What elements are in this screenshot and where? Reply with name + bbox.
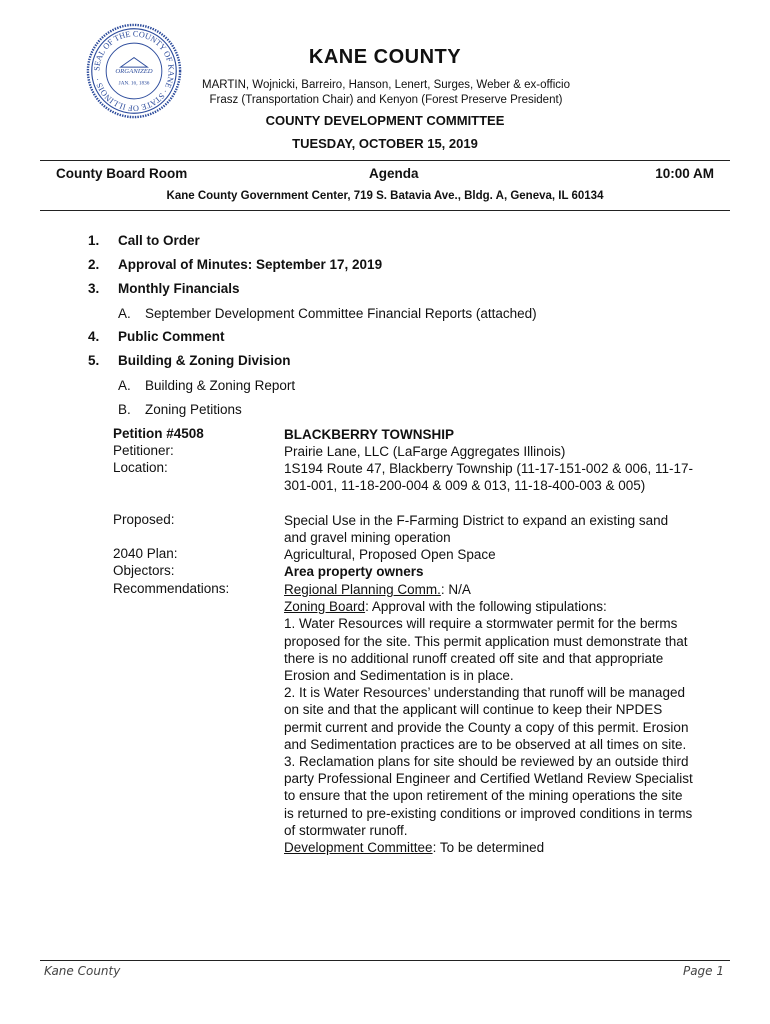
plan-value: Agricultural, Proposed Open Space — [284, 547, 496, 562]
petitioner-label: Petitioner: — [113, 443, 174, 458]
members-line-1: MARTIN, Wojnicki, Barreiro, Hanson, Lenert, Surges, Weber & ex-officio — [202, 79, 570, 91]
seal-ring-text: SEAL OF THE COUNTY OF KANE · STATE OF ILLINOIS · — [92, 29, 176, 113]
item-letter: A. — [118, 306, 131, 321]
footer-divider — [40, 960, 730, 961]
petition-township: BLACKBERRY TOWNSHIP — [284, 427, 455, 442]
seal-center-text: ORGANIZED — [115, 67, 153, 75]
development-committee-value: : To be determined — [432, 840, 545, 856]
recommendations-value — [284, 581, 694, 856]
item-label: Call to Order — [118, 233, 200, 248]
regional-planning-line — [284, 581, 694, 598]
petition-number: Petition #4508 — [113, 426, 204, 441]
proposed-label: Proposed: — [113, 512, 175, 527]
meeting-time: 10:00 AM — [655, 166, 714, 181]
meeting-address: Kane County Government Center, 719 S. Batavia Ave., Bldg. A, Geneva, IL 60134 — [166, 190, 604, 202]
page-title: KANE COUNTY — [308, 46, 462, 68]
footer-left: Kane County — [44, 964, 121, 978]
development-committee-label: Development Committee — [284, 840, 433, 856]
stipulation-2: 2. It is Water Resources’ understanding that runoff will be managed on site and that the applicant will continue to keep their NPDES permit current and provide the County a copy of this permit. Erosion and Sedimentation practices are to be observed at all times on site. — [284, 685, 689, 752]
meeting-room: County Board Room — [56, 166, 188, 181]
location-value: 1S194 Route 47, Blackberry Township (11-17-151-002 & 006, 11-17-301-001, 11-18-200-004 & 009 & 013, 11-18-400-003 & 005) — [284, 461, 694, 494]
zoning-board-line — [284, 598, 694, 615]
item-letter: A. — [118, 378, 131, 393]
item-number: 3. — [88, 281, 100, 296]
item-label: Monthly Financials — [118, 281, 240, 296]
item-label: Building & Zoning Division — [118, 353, 291, 368]
regional-planning-value: : N/A — [440, 582, 471, 597]
committee-name: COUNTY DEVELOPMENT COMMITTEE — [265, 113, 505, 128]
item-number: 1. — [88, 233, 100, 248]
bottom-divider — [40, 210, 730, 211]
development-committee-line — [284, 839, 694, 856]
members-line-2: Frasz (Transportation Chair) and Kenyon (Forest Preserve President) — [209, 93, 563, 106]
objectors-label: Objectors: — [113, 563, 175, 578]
committee-members — [196, 78, 576, 107]
meeting-date: TUESDAY, OCTOBER 15, 2019 — [292, 136, 478, 151]
page-number: Page 1 — [682, 964, 724, 978]
item-letter: B. — [118, 402, 131, 417]
top-divider — [40, 160, 730, 161]
item-label: Building & Zoning Report — [145, 378, 296, 393]
regional-planning-label: Regional Planning Comm. — [284, 582, 441, 597]
item-label: Approval of Minutes: September 17, 2019 — [118, 257, 383, 272]
item-label: Public Comment — [118, 329, 225, 344]
plan-label: 2040 Plan: — [113, 546, 178, 561]
item-number: 2. — [88, 257, 100, 272]
zoning-board-label: Zoning Board — [284, 599, 366, 615]
county-seal — [86, 23, 182, 119]
recommendations-label: Recommendations: — [113, 581, 230, 596]
item-number: 5. — [88, 353, 100, 368]
item-label: Zoning Petitions — [145, 402, 242, 417]
stipulation-3: 3. Reclamation plans for site should be reviewed by an outside third party Professional Engineer and Certified Wetland Review Specialist to ensure that the upon retirement of the mining operations the site is returned to pre-existing conditions or improved conditions in terms of stormwater runoff. — [284, 754, 693, 838]
location-label: Location: — [113, 460, 168, 475]
item-label: September Development Committee Financial Reports (attached) — [145, 306, 537, 321]
seal-date-text: JAN. 16, 1836 — [118, 80, 150, 87]
proposed-value: Special Use in the F-Farming District to expand an existing sand and gravel mining operation — [284, 513, 669, 546]
objectors-value: Area property owners — [284, 564, 424, 579]
agenda-label: Agenda — [369, 166, 419, 181]
zoning-board-value: : Approval with the following stipulations: — [365, 599, 607, 615]
item-number: 4. — [88, 329, 100, 344]
stipulation-1: 1. Water Resources will require a stormwater permit for the berms proposed for the site. This permit application must demonstrate that there is no additional runoff created off site and that appropriate Erosion and Sedimentation is in place. — [284, 616, 688, 684]
petitioner-value: Prairie Lane, LLC (LaFarge Aggregates Illinois) — [284, 444, 566, 459]
